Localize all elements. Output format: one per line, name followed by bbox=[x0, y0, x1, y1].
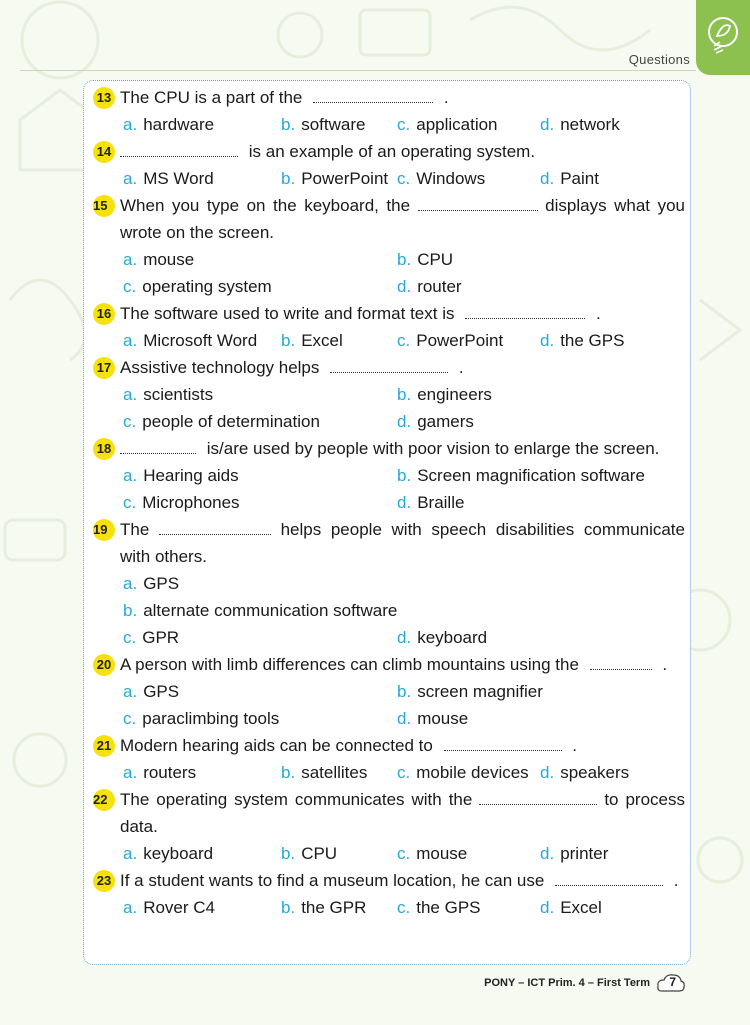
option-b[interactable]: b. software bbox=[281, 115, 366, 134]
question-number-badge: 19 bbox=[93, 519, 115, 541]
option-c[interactable]: c. mouse bbox=[397, 844, 468, 863]
answer-blank[interactable] bbox=[465, 304, 585, 319]
option-d[interactable]: d. mouse bbox=[397, 709, 469, 728]
question-number-badge: 22 bbox=[93, 789, 115, 811]
question-text: The bbox=[120, 520, 150, 539]
question-text: The CPU is a part of the bbox=[120, 88, 303, 107]
option-d[interactable]: d. router bbox=[397, 277, 462, 296]
question-text-cont: data. bbox=[120, 817, 158, 836]
option-a[interactable]: a. routers bbox=[123, 763, 197, 782]
question-18 bbox=[93, 435, 685, 516]
option-b[interactable]: b. engineers bbox=[397, 385, 492, 404]
question-text: A person with limb differences can climb mountains using the bbox=[120, 655, 579, 674]
option-c[interactable]: c. Microphones bbox=[123, 493, 240, 512]
question-15 bbox=[93, 192, 685, 300]
question-text: If a student wants to find a museum location, he can use bbox=[120, 871, 545, 890]
question-list bbox=[93, 84, 685, 921]
header-divider bbox=[20, 70, 696, 71]
question-text-mid: helps people with speech disabilities communicate bbox=[280, 520, 685, 539]
option-b[interactable]: b. Excel bbox=[281, 331, 343, 350]
book-title: PONY – ICT Prim. 4 – First Term bbox=[484, 977, 650, 989]
option-a[interactable]: a. MS Word bbox=[123, 169, 214, 188]
option-c[interactable]: c. operating system bbox=[123, 277, 272, 296]
question-23 bbox=[93, 867, 685, 921]
option-c[interactable]: c. paraclimbing tools bbox=[123, 709, 280, 728]
option-c[interactable]: c. people of determination bbox=[123, 412, 320, 431]
question-text: Assistive technology helps bbox=[120, 358, 320, 377]
question-text: The operating system communicates with the bbox=[120, 790, 473, 809]
option-d[interactable]: d. keyboard bbox=[397, 628, 488, 647]
option-a[interactable]: a. scientists bbox=[123, 385, 214, 404]
answer-blank[interactable] bbox=[120, 439, 196, 454]
question-number-badge: 14 bbox=[93, 141, 115, 163]
question-text-end: . bbox=[595, 304, 601, 323]
option-d[interactable]: d. Excel bbox=[540, 898, 602, 917]
answer-blank[interactable] bbox=[590, 655, 652, 670]
answer-blank[interactable] bbox=[555, 871, 663, 886]
option-b[interactable]: b. PowerPoint bbox=[281, 169, 389, 188]
question-16 bbox=[93, 300, 685, 354]
page-number: 7 bbox=[669, 975, 676, 989]
option-b[interactable]: b. alternate communication software bbox=[123, 601, 398, 620]
option-d[interactable]: d. network bbox=[540, 115, 620, 134]
option-c[interactable]: c. application bbox=[397, 115, 498, 134]
question-text-mid: to process bbox=[604, 790, 685, 809]
question-number-badge: 23 bbox=[93, 870, 115, 892]
corner-tab bbox=[696, 0, 750, 75]
option-a[interactable]: a. Hearing aids bbox=[123, 466, 239, 485]
question-14 bbox=[93, 138, 685, 192]
question-text-mid: displays what you bbox=[545, 196, 685, 215]
option-a[interactable]: a. mouse bbox=[123, 250, 195, 269]
answer-blank[interactable] bbox=[479, 790, 597, 805]
option-b[interactable]: b. the GPR bbox=[281, 898, 367, 917]
question-17 bbox=[93, 354, 685, 435]
question-21 bbox=[93, 732, 685, 786]
option-c[interactable]: c. mobile devices bbox=[397, 763, 529, 782]
question-text: is/are used by people with poor vision to enlarge the screen. bbox=[206, 439, 660, 458]
option-a[interactable]: a. GPS bbox=[123, 574, 180, 593]
option-b[interactable]: b. Screen magnification software bbox=[397, 466, 645, 485]
option-d[interactable]: d. Paint bbox=[540, 169, 599, 188]
question-text: The software used to write and format text is bbox=[120, 304, 455, 323]
question-text-end: . bbox=[458, 358, 464, 377]
option-b[interactable]: b. CPU bbox=[281, 844, 338, 863]
question-number-badge: 17 bbox=[93, 357, 115, 379]
option-d[interactable]: d. the GPS bbox=[540, 331, 625, 350]
question-number-badge: 16 bbox=[93, 303, 115, 325]
section-label: Questions bbox=[628, 52, 690, 67]
option-d[interactable]: d. speakers bbox=[540, 763, 630, 782]
question-number-badge: 20 bbox=[93, 654, 115, 676]
question-text: Modern hearing aids can be connected to bbox=[120, 736, 433, 755]
question-text-cont: with others. bbox=[120, 547, 207, 566]
question-text-cont: wrote on the screen. bbox=[120, 223, 275, 242]
question-13 bbox=[93, 84, 685, 138]
option-b[interactable]: b. satellites bbox=[281, 763, 368, 782]
question-text-end: . bbox=[673, 871, 679, 890]
answer-blank[interactable] bbox=[313, 88, 433, 103]
question-22 bbox=[93, 786, 685, 867]
option-c[interactable]: c. GPR bbox=[123, 628, 180, 647]
option-c[interactable]: c. PowerPoint bbox=[397, 331, 504, 350]
question-number-badge: 18 bbox=[93, 438, 115, 460]
option-d[interactable]: d. printer bbox=[540, 844, 609, 863]
option-c[interactable]: c. the GPS bbox=[397, 898, 481, 917]
answer-blank[interactable] bbox=[444, 736, 562, 751]
answer-blank[interactable] bbox=[330, 358, 448, 373]
option-c[interactable]: c. Windows bbox=[397, 169, 486, 188]
option-a[interactable]: a. keyboard bbox=[123, 844, 214, 863]
question-text-end: . bbox=[662, 655, 668, 674]
option-b[interactable]: b. CPU bbox=[397, 250, 454, 269]
question-text: When you type on the keyboard, the bbox=[120, 196, 411, 215]
question-text: is an example of an operating system. bbox=[248, 142, 536, 161]
option-a[interactable]: a. hardware bbox=[123, 115, 215, 134]
question-19 bbox=[93, 516, 685, 651]
question-text-end: . bbox=[443, 88, 449, 107]
question-number-badge: 21 bbox=[93, 735, 115, 757]
question-text-end: . bbox=[572, 736, 578, 755]
answer-blank[interactable] bbox=[120, 142, 238, 157]
question-number-badge: 13 bbox=[93, 87, 115, 109]
question-20 bbox=[93, 651, 685, 732]
option-d[interactable]: d. Braille bbox=[397, 493, 465, 512]
answer-blank[interactable] bbox=[418, 196, 538, 211]
option-d[interactable]: d. gamers bbox=[397, 412, 474, 431]
option-a[interactable]: a. GPS bbox=[123, 682, 180, 701]
option-a[interactable]: a. Rover C4 bbox=[123, 898, 215, 917]
option-b[interactable]: b. screen magnifier bbox=[397, 682, 543, 701]
option-a[interactable]: a. Microsoft Word bbox=[123, 331, 258, 350]
answer-blank[interactable] bbox=[159, 520, 271, 535]
leaf-lightbulb-icon bbox=[706, 16, 740, 56]
question-number-badge: 15 bbox=[93, 195, 115, 217]
